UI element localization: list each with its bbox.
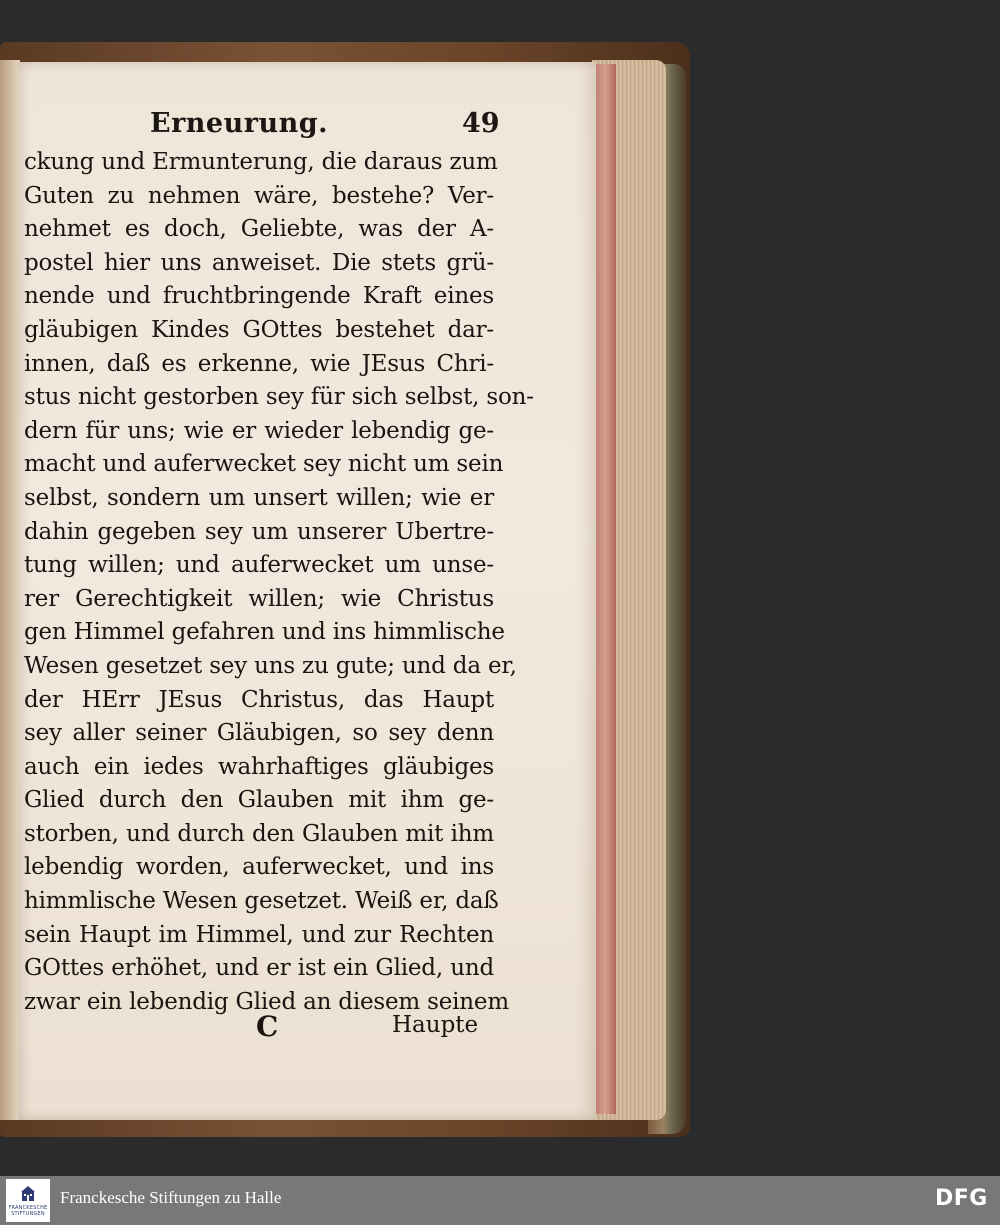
text-line: dahin gegeben sey um unserer Ubertre- [24,518,494,545]
building-icon [20,1185,36,1202]
signature-mark: C [256,1010,279,1043]
dfg-logo[interactable]: DFG [935,1186,988,1211]
red-edge [594,64,616,1114]
institution-name[interactable]: Franckesche Stiftungen zu Halle [60,1188,282,1207]
text-line: macht und auferwecket sey nicht um sein [24,451,504,478]
catchword: Haupte [392,1012,479,1038]
text-line: sey aller seiner Gläubigen, so sey denn [24,720,494,747]
text-line: dern für uns; wie er wieder lebendig ge- [24,417,494,444]
text-line: postel hier uns anweiset. Die stets grü- [24,249,494,276]
text-line: rer Gerechtigkeit willen; wie Christus [24,585,494,612]
text-line: auch ein iedes wahrhaftiges gläubiges [24,753,494,780]
footer-bar [0,1176,1000,1225]
text-line: himmlische Wesen gesetzet. Weiß er, daß [24,888,499,915]
text-line: storben, und durch den Glauben mit ihm [24,820,494,847]
text-line: nehmet es doch, Geliebte, was der A- [24,216,494,243]
text-line: ckung und Ermunterung, die daraus zum [24,149,498,175]
text-line: zwar ein lebendig Glied an diesem seinem [24,988,509,1015]
page-number: 49 [462,108,500,139]
text-line: GOttes erhöhet, und er ist ein Glied, und [24,955,494,982]
text-line: nende und fruchtbringende Kraft eines [24,283,494,310]
text-line: gen Himmel gefahren und ins himmlische [24,619,505,646]
running-head: Erneurung. [150,108,329,139]
text-line: tung willen; und auferwecket um unse- [24,552,494,579]
text-line: Guten zu nehmen wäre, bestehe? Ver- [24,182,494,209]
text-line: gläubigen Kindes GOttes bestehet dar- [24,316,494,343]
text-line: selbst, sondern um unsert willen; wie er [24,484,494,511]
page-gutter [0,60,20,1120]
text-line: sein Haupt im Himmel, und zur Rechten [24,921,494,948]
text-line: stus nicht gestorben sey für sich selbst, son- [24,384,534,411]
text-line: der HErr JEsus Christus, das Haupt [24,686,494,713]
text-line: lebendig worden, auferwecket, und ins [24,854,494,881]
text-line: Wesen gesetzet sey uns zu gute; und da er, [24,652,517,679]
logo-text: FRANCKESCHE STIFTUNGEN [8,1205,48,1217]
institution-logo[interactable] [6,1179,50,1222]
text-block [24,146,534,1019]
text-line: innen, daß es erkenne, wie JEsus Chri- [24,350,494,377]
text-line: Glied durch den Glauben mit ihm ge- [24,787,494,814]
